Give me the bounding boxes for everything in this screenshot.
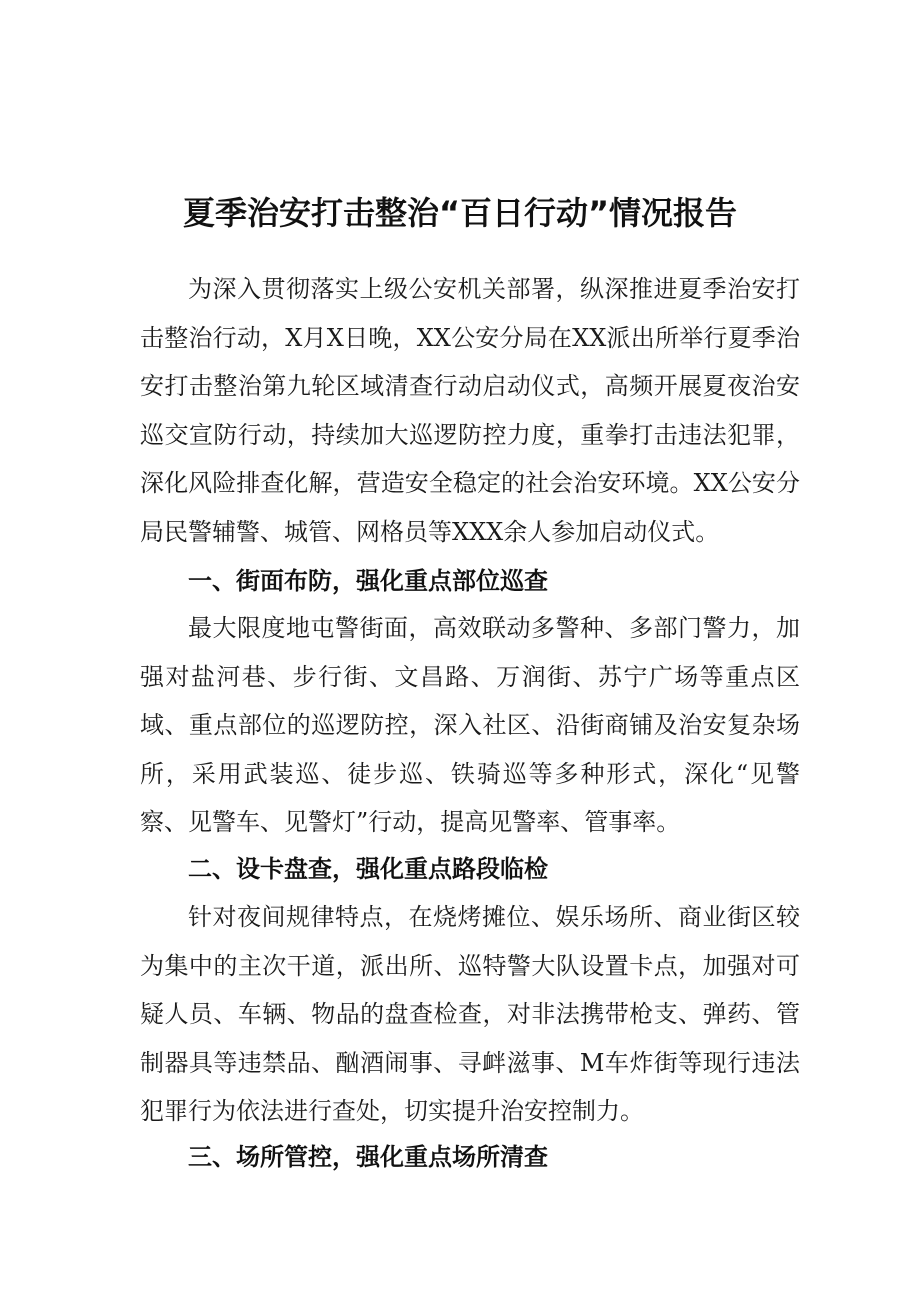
section-heading-2: 二、设卡盘查，强化重点路段临检 <box>188 855 548 883</box>
section-paragraph-1: 最大限度地屯警街面，高效联动多警种、多部门警力，加强对盐河巷、步行街、文昌路、万润街、苏宁广场等重点区域、重点部位的巡逻防控，深入社区、沿街商铺及治安复杂场所，采用武装巡、徒步巡、铁骑巡等多种形式，深化“见警察、见警车、见警灯”行动，提高见警率、管事率。 <box>140 614 800 837</box>
document-title: 夏季治安打击整治“百日行动”情况报告 <box>182 194 738 233</box>
intro-paragraph: 为深入贯彻落实上级公安机关部署，纵深推进夏季治安打击整治行动，X月X日晚，XX公安分局在XX派出所举行夏季治安打击整治第九轮区域清查行动启动仪式，高频开展夏夜治安巡交宣防行动，持续加大巡逻防控力度，重拳打击违法犯罪，深化风险排查化解，营造安全稳定的社会治安环境。XX公安分局民警辅警、城管、网格员等XXX余人参加启动仪式。 <box>140 275 800 546</box>
section-heading-3: 三、场所管控，强化重点场所清查 <box>188 1143 548 1171</box>
section-heading-1: 一、街面布防，强化重点部位巡查 <box>188 567 548 595</box>
section-paragraph-2: 针对夜间规律特点，在烧烤摊位、娱乐场所、商业街区较为集中的主次干道，派出所、巡特警大队设置卡点，加强对可疑人员、车辆、物品的盘查检查，对非法携带枪支、弹药、管制器具等违禁品、酗酒闹事、寻衅滋事、M车炸街等现行违法犯罪行为依法进行查处，切实提升治安控制力。 <box>140 903 800 1126</box>
